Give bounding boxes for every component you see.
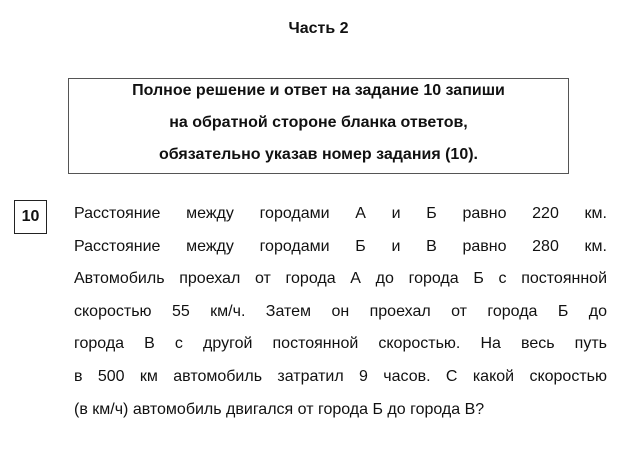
instruction-line: на обратной стороне бланка ответов, xyxy=(169,114,468,131)
task-line: города В с другой постоянной скоростью. На весь путь xyxy=(74,335,607,353)
instruction-line: Полное решение и ответ на задание 10 запиши xyxy=(132,82,505,99)
part-title: Часть 2 xyxy=(288,20,349,37)
task-line: в 500 км автомобиль затратил 9 часов. С какой скоростью xyxy=(74,367,607,385)
task-number: 10 xyxy=(14,200,47,234)
task-line: Автомобиль проехал от города А до города Б с постоянной xyxy=(74,270,607,288)
instruction-line: обязательно указав номер задания (10). xyxy=(158,146,478,163)
task-line: скоростью 55 км/ч. Затем он проехал от города Б до xyxy=(74,302,607,320)
task-line: Расстояние между городами А и Б равно 220 км. xyxy=(74,205,607,222)
task-line: Расстояние между городами Б и В равно 280 км. xyxy=(74,237,607,255)
task-line: (в км/ч) автомобиль двигался от города Б до города В? xyxy=(74,400,485,418)
instruction-box xyxy=(68,78,569,174)
task-text xyxy=(74,203,607,431)
